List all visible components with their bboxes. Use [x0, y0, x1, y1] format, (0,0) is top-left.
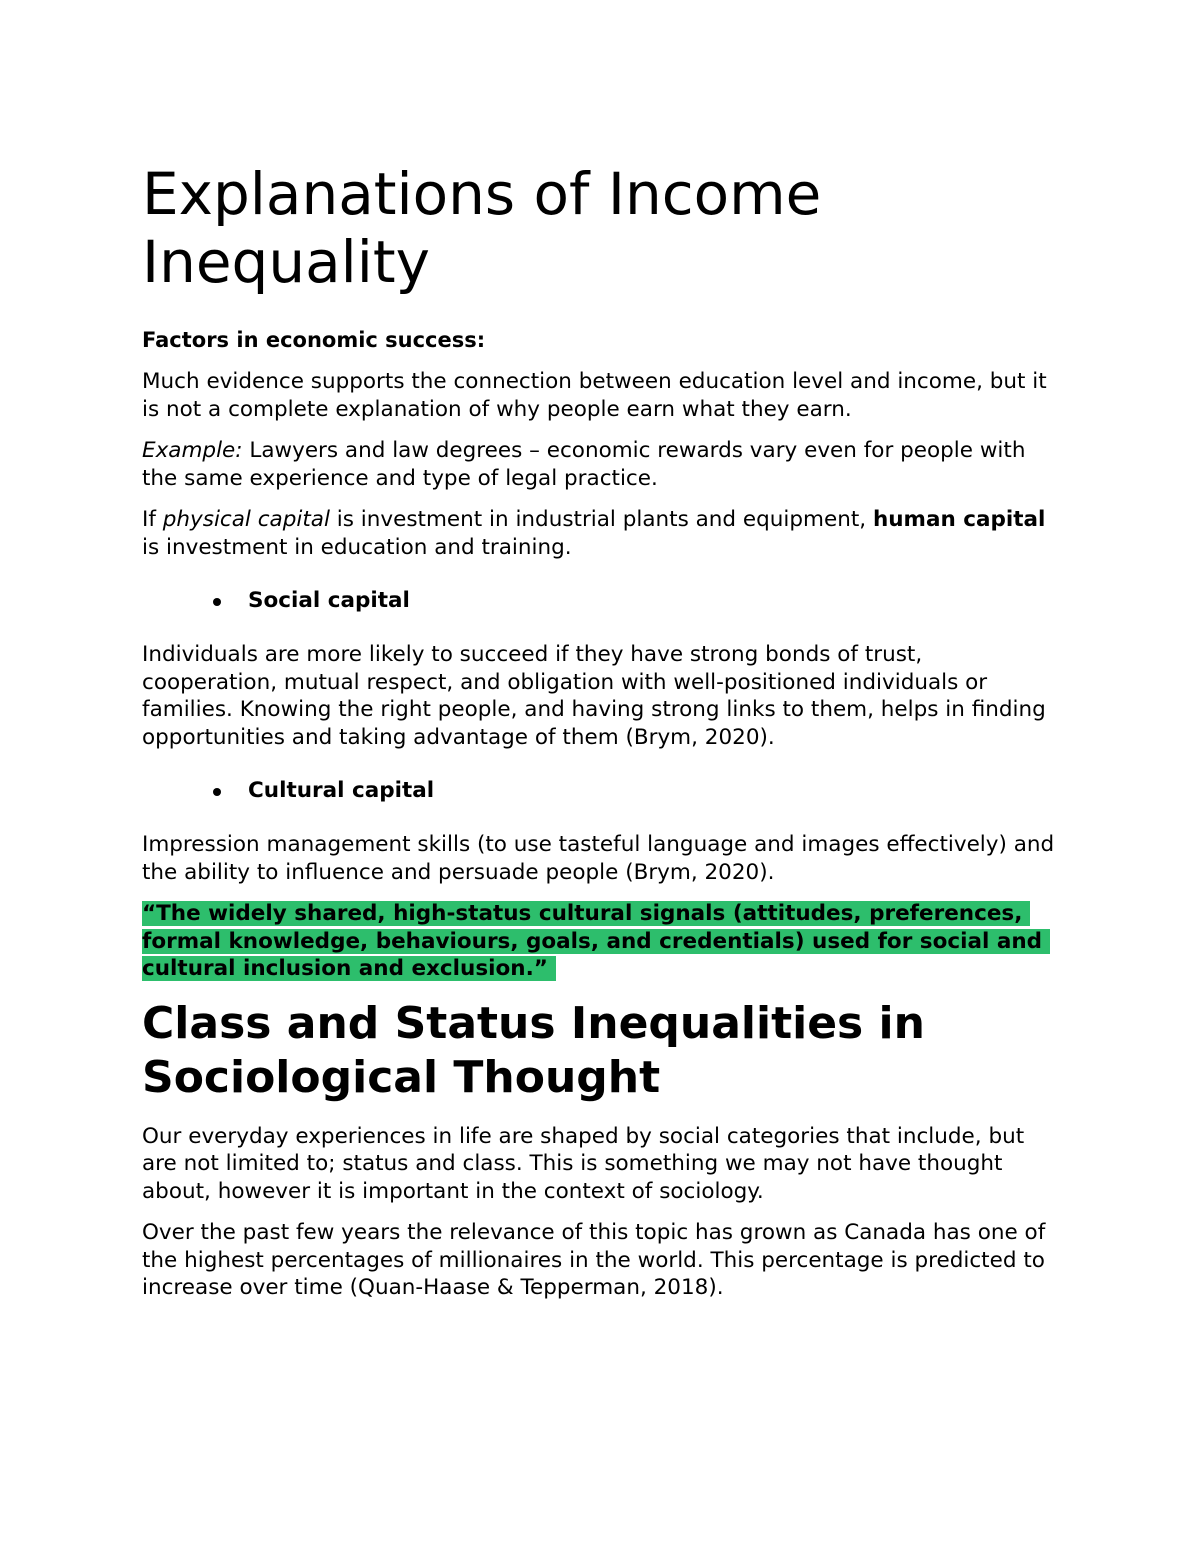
highlighted-quote: [142, 900, 1062, 983]
document-page: [142, 160, 1062, 1316]
bullet-social-capital: [142, 587, 1062, 615]
example-text: Lawyers and law degrees – economic rewards vary even for people with the same experience and type of legal practice.: [142, 438, 1026, 491]
bullet-dot-icon: [213, 788, 221, 796]
example-label: Example:: [142, 438, 243, 463]
bullet-label: Social capital: [248, 588, 410, 613]
physical-capital-term: physical capital: [162, 507, 330, 532]
paragraph-everyday-experiences: Our everyday experiences in life are shaped by social categories that include, but are not limited to; status and class. This is something we may not have thought about, however it is important in the context of sociology.: [142, 1123, 1025, 1204]
paragraph-education: Much evidence supports the connection between education level and income, but it is not a complete explanation of why people earn what they earn.: [142, 369, 1047, 422]
quote-text: “The widely shared, high-status cultural signals (attitudes, preferences, formal knowledge, behaviours, goals, and credentials) used for social and cultural inclusion and exclusion.”: [142, 901, 1050, 981]
capital-text-a: If: [142, 507, 163, 532]
paragraph-millionaires: Over the past few years the relevance of this topic has grown as Canada has one of the highest percentages of millionaires in the world. This percentage is predicted to increase over time (Quan-Haase & Tepperman, 2018).: [142, 1220, 1046, 1300]
capital-text-b: is investment in industrial plants and equipment,: [329, 507, 873, 532]
capital-text-c: is investment in education and training.: [142, 534, 572, 560]
paragraph-social-capital: Individuals are more likely to succeed if they have strong bonds of trust, cooperation, mutual respect, and obligation with well-positioned individuals or families. Knowing the right people, and having strong links to them, helps in finding opportunities and taking advantage of them (Brym, 2020).: [142, 642, 1046, 750]
human-capital-term: human capital: [872, 507, 1046, 532]
paragraph-capital: [142, 506, 1062, 561]
bullet-cultural-capital: [142, 777, 1062, 805]
bullet-dot-icon: [213, 598, 221, 606]
subheading-factors: Factors in economic success:: [142, 328, 486, 352]
paragraph-example: [142, 437, 1062, 492]
paragraph-cultural-capital: Impression management skills (to use tasteful language and images effectively) and the ability to influence and persuade people (Brym, 2020).: [142, 832, 1055, 885]
section-heading-class-status: Class and Status Inequalities in Sociological Thought: [142, 997, 925, 1103]
bullet-label: Cultural capital: [248, 778, 435, 803]
document-title: Explanations of Income Inequality: [142, 160, 822, 296]
